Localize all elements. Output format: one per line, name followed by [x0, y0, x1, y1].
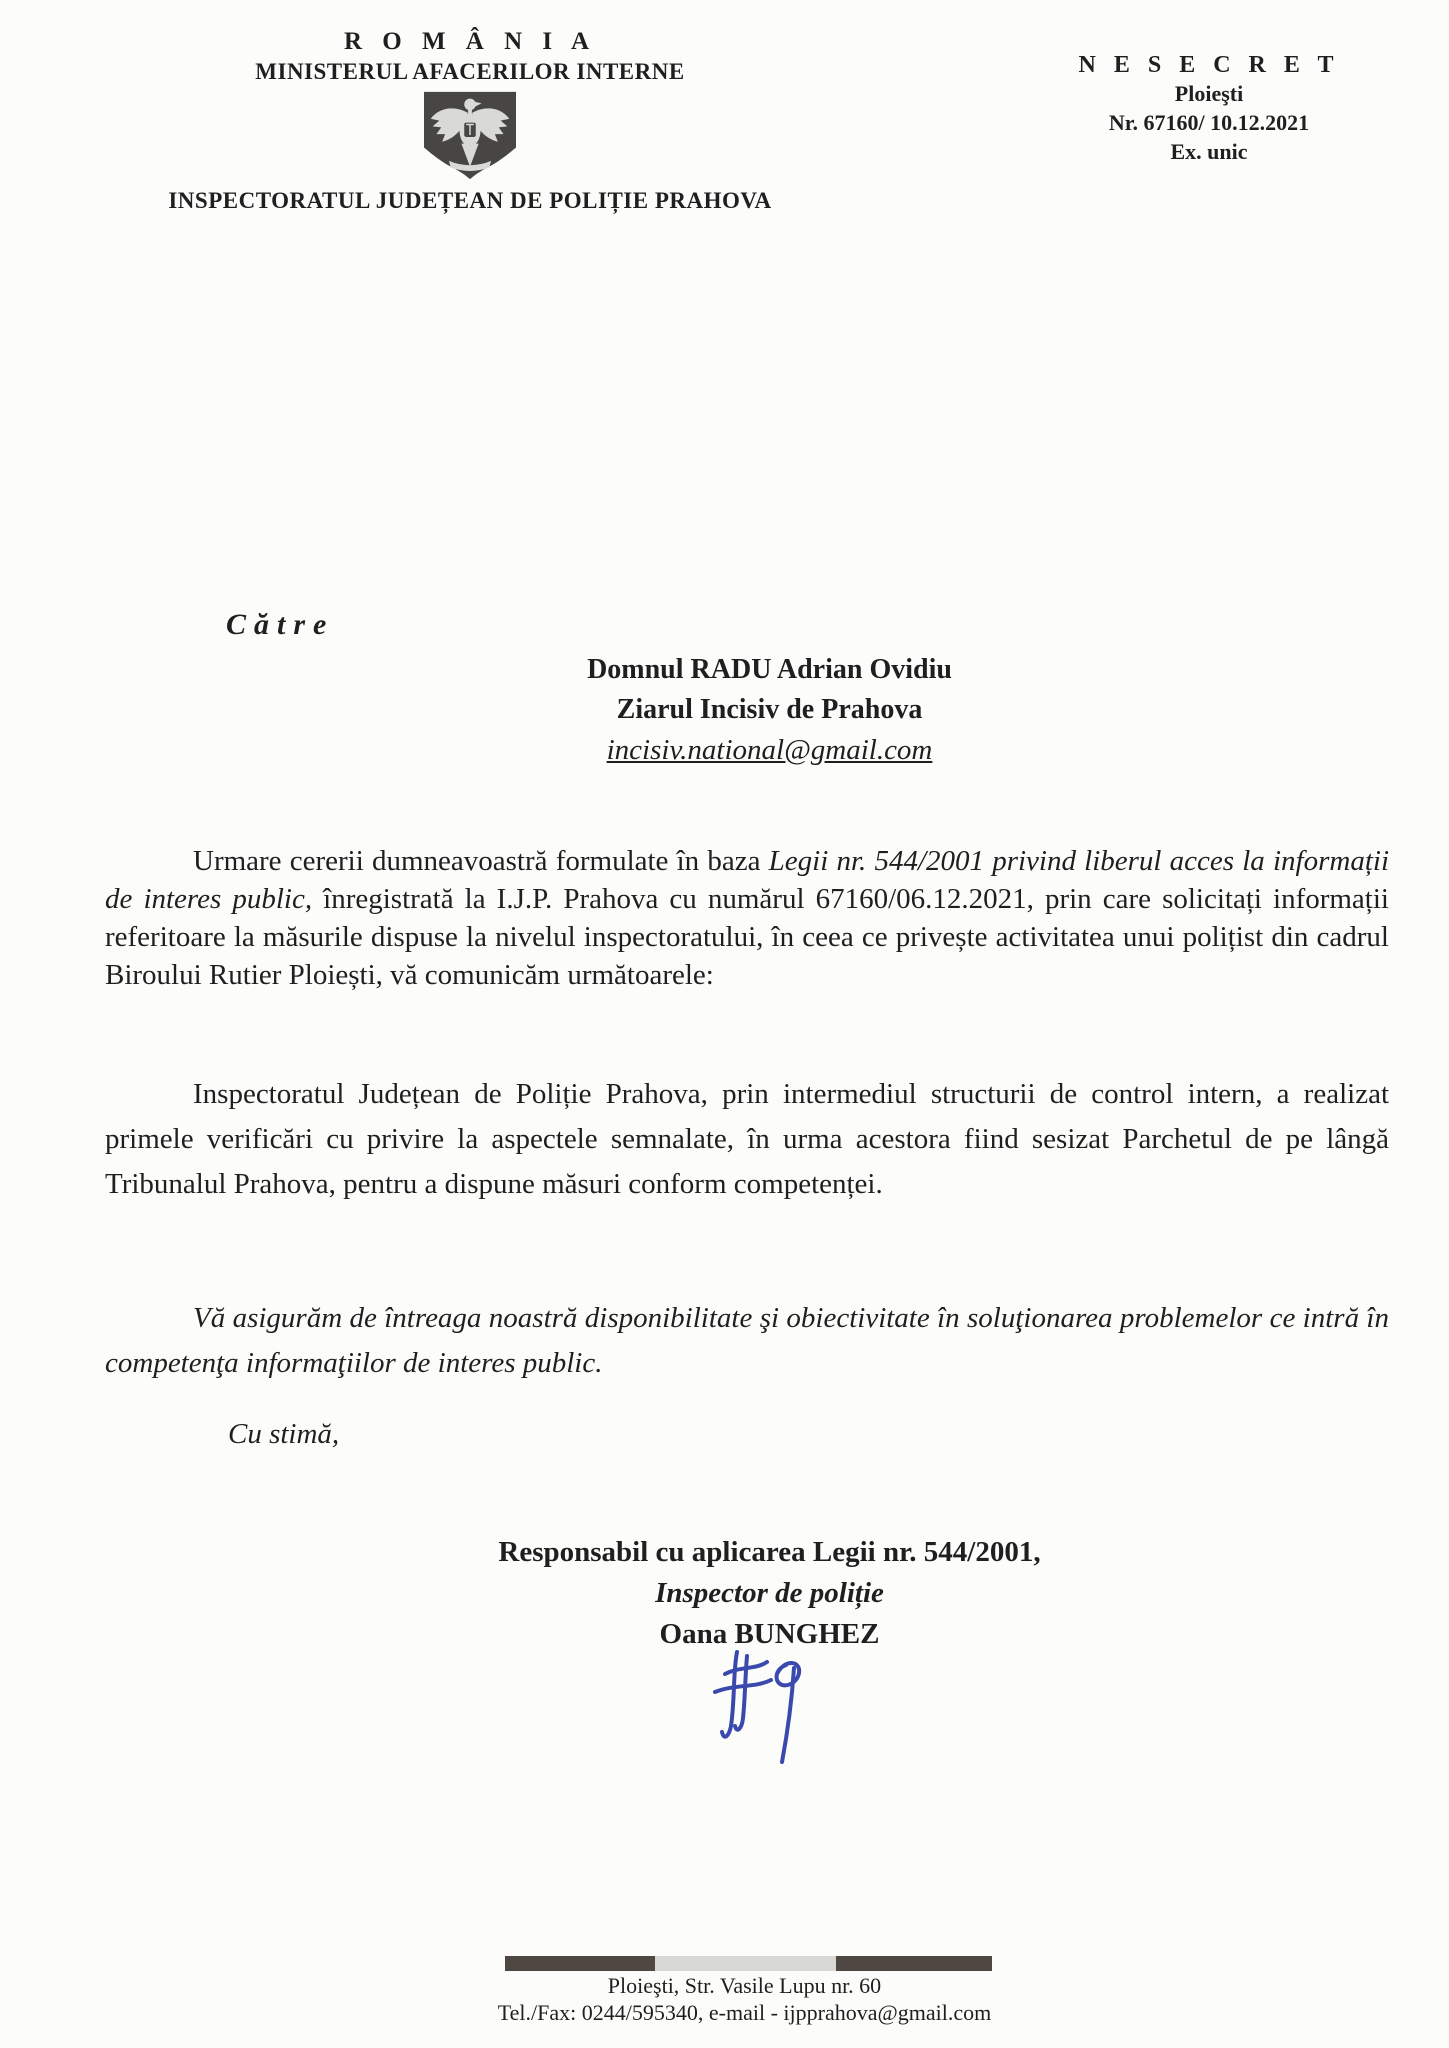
body-paragraph-2: Inspectoratul Județean de Poliție Prahova, prin intermediul structurii de control intern, a realizat primele verificări cu privire la aspectele semnalate, în urma acestora fiind sesizat Parchetul de pe lângă Tribunalul Prahova, pentru a dispune măsuri conform competenței. [105, 1078, 1389, 1200]
footer-divider-bar [505, 1956, 992, 1971]
signatory-rank: Inspector de poliție [655, 1577, 884, 1609]
classification-label: N E S E C R E T [1078, 52, 1340, 78]
copy-label: Ex. unic [1170, 139, 1248, 164]
footer-contact: Tel./Fax: 0244/595340, e-mail - ijpprahova@gmail.com [497, 2000, 992, 2025]
inspectorate-name: INSPECTORATUL JUDEȚEAN DE POLIȚIE PRAHOVA [168, 188, 772, 213]
body-paragraph-1 [105, 842, 1389, 994]
paragraph-1-text-continued: înregistrată la I.J.P. Prahova cu numărul 67160/06.12.2021, prin care solicitați informații referitoare la măsurile dispuse la nivelul inspectoratului, în ceea ce privește activitatea unui polițist din cadrul Biroului Rutier Ploiești, vă comunicăm următoarele: [105, 883, 1389, 991]
recipient-email: incisiv.national@gmail.com [606, 734, 933, 766]
recipient-organization: Ziarul Incisiv de Prahova [616, 694, 923, 725]
document-number: Nr. 67160/ 10.12.2021 [1108, 110, 1310, 135]
recipient-block [90, 650, 1449, 770]
country-name: R O M Â N I A [343, 28, 597, 55]
footer-bar-right-segment [836, 1956, 992, 1971]
footer-bar-left-segment [505, 1956, 655, 1971]
romanian-coat-of-arms-icon [415, 90, 525, 182]
body-paragraph-3: Vă asigurăm de întreaga noastră disponibilitate şi obiectivitate în soluţionarea problemelor ce intră în competenţa informaţiilor de interes public. [105, 1302, 1389, 1379]
footer-bar-middle-segment [655, 1956, 836, 1971]
paragraph-1-text: Urmare cererii dumneavoastră formulate în baza [193, 845, 769, 877]
ministry-name: MINISTERUL AFACERILOR INTERNE [255, 59, 685, 84]
recipient-name: Domnul RADU Adrian Ovidiu [587, 654, 952, 685]
closing-phrase: Cu stimă, [228, 1418, 340, 1450]
paragraph-1-law-reference: Legii nr. 544/2001 privind liberul acces la informații de interes public, [105, 845, 1389, 915]
footer-address: Ploieşti, Str. Vasile Lupu nr. 60 [607, 1973, 882, 1998]
signatory-role: Responsabil cu aplicarea Legii nr. 544/2001, [498, 1536, 1041, 1568]
issue-city: Ploieşti [1174, 81, 1244, 106]
letterhead [120, 28, 820, 214]
signature-block [90, 1532, 1449, 1655]
signatory-name: Oana BUNGHEZ [659, 1618, 880, 1650]
handwritten-signature-icon [685, 1640, 825, 1780]
salutation: Către [226, 608, 335, 641]
document-meta [1059, 52, 1359, 166]
